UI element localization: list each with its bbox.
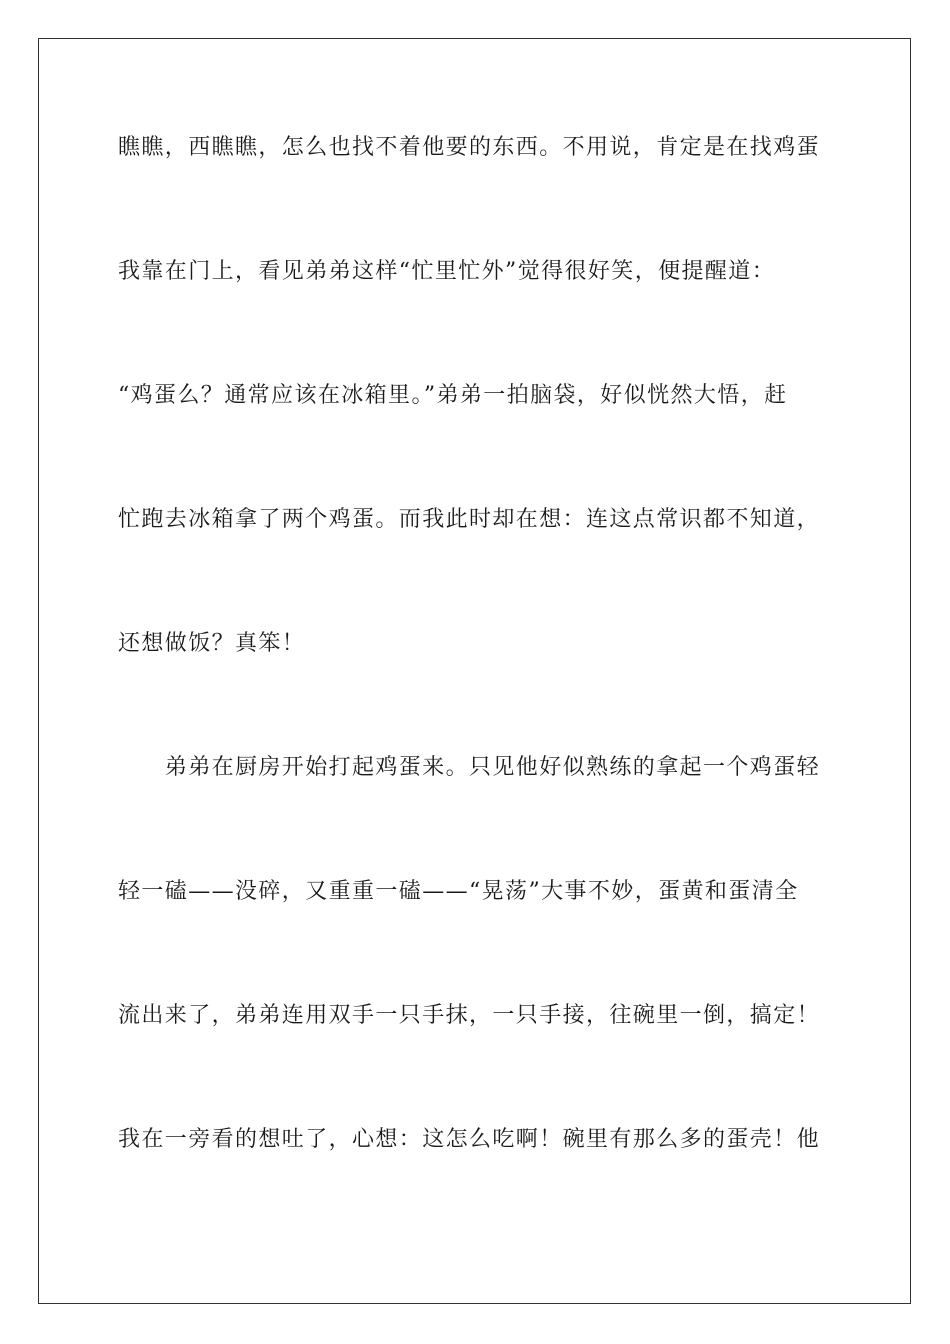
page-border: [38, 38, 911, 1304]
paragraph-line: 瞧瞧，西瞧瞧，怎么也找不着他要的东西。不用说，肯定是在找鸡蛋: [118, 135, 821, 160]
paragraph-line: 流出来了，弟弟连用双手一只手抹，一只手接，往碗里一倒，搞定！: [118, 1003, 821, 1028]
paragraph-line: 我靠在门上，看见弟弟这样“忙里忙外”觉得很好笑，便提醒道：: [118, 259, 776, 284]
paragraph-line: 轻一磕——没碎，又重重一磕——“晃荡”大事不妙，蛋黄和蛋清全: [118, 879, 799, 904]
paragraph-line: 我在一旁看的想吐了，心想：这怎么吃啊！碗里有那么多的蛋壳！他: [118, 1127, 821, 1152]
paragraph-line: 弟弟在厨房开始打起鸡蛋来。只见他好似熟练的拿起一个鸡蛋轻: [118, 755, 821, 780]
paragraph-line: 还想做饭？真笨！: [118, 631, 306, 656]
paragraph-line: 忙跑去冰箱拿了两个鸡蛋。而我此时却在想：连这点常识都不知道，: [118, 507, 821, 532]
paragraph-line: “鸡蛋么？通常应该在冰箱里。”弟弟一拍脑袋，好似恍然大悟，赶: [118, 383, 788, 408]
